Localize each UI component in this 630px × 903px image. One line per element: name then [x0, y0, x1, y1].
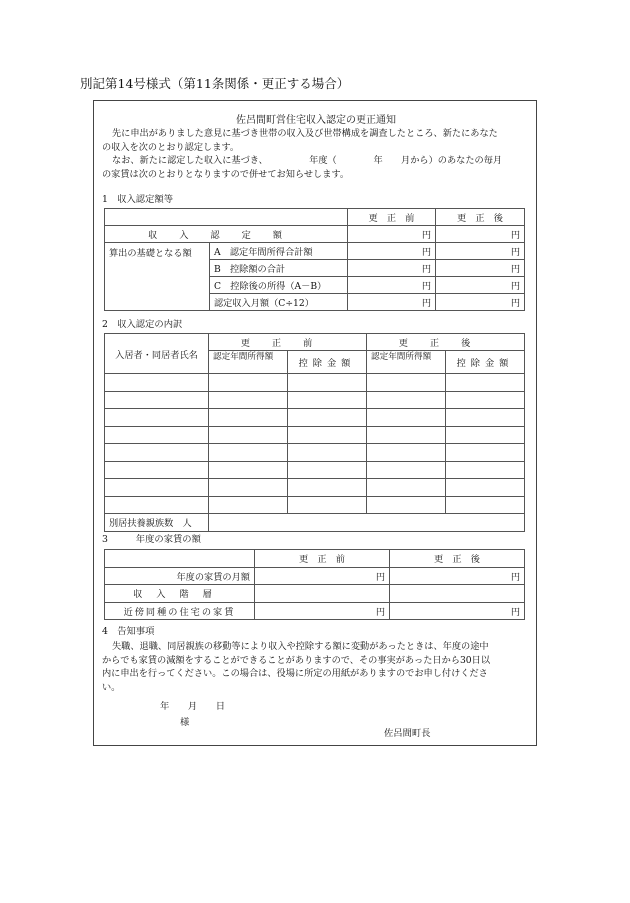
- annual-income-header-after: 認定年間所得額: [367, 351, 446, 374]
- yen-unit: 円: [255, 602, 390, 620]
- section2-heading: 2 収入認定の内訳: [102, 319, 183, 330]
- row-label-a: A 認定年間所得合計額: [210, 243, 348, 260]
- table-row: [105, 409, 525, 427]
- annual-income-header-before: 認定年間所得額: [209, 351, 288, 374]
- dependents-blank: [209, 514, 525, 532]
- table-row: [105, 374, 525, 392]
- table-cell: [209, 409, 288, 427]
- bracket-label: 収入階層: [105, 585, 255, 603]
- table-cell: [288, 391, 367, 409]
- income-label: 収入認定額: [105, 226, 348, 243]
- table-cell: [209, 426, 288, 444]
- yen-unit: 円: [390, 602, 525, 620]
- section4-heading: 4 告知事項: [102, 626, 155, 637]
- table-cell: [367, 496, 446, 514]
- rent-line-1: なお、新たに認定した収入に基づき、 年度（ 年 月から）のあなたの毎月: [112, 155, 503, 167]
- notice-title: 佐呂間町営住宅収入認定の更正通知: [236, 115, 396, 126]
- table-cell: [367, 374, 446, 392]
- table-cell: [446, 374, 525, 392]
- intro-line-1: 先に申出がありました意見に基づき世帯の収入及び世帯構成を調査したところ、新たにあなた: [112, 128, 498, 139]
- table-row: [105, 444, 525, 462]
- table-cell: [105, 374, 209, 392]
- yen-unit: 円: [436, 277, 525, 294]
- table-cell: [288, 444, 367, 462]
- table-row: [105, 391, 525, 409]
- table-cell: [446, 409, 525, 427]
- table-cell: [288, 496, 367, 514]
- table-cell: [446, 444, 525, 462]
- table-cell: [367, 391, 446, 409]
- rent-table: [104, 549, 525, 620]
- table-cell: [367, 461, 446, 479]
- rent-table-blank-header: [105, 550, 255, 568]
- table-cell: [446, 496, 525, 514]
- table-cell: [446, 479, 525, 497]
- row-label-b: B 控除額の合計: [210, 260, 348, 277]
- table-cell: [367, 426, 446, 444]
- table-cell: [446, 391, 525, 409]
- yen-unit: 円: [348, 294, 436, 311]
- table-cell: [209, 374, 288, 392]
- table-cell: [367, 409, 446, 427]
- table-cell: [288, 461, 367, 479]
- yen-unit: 円: [436, 294, 525, 311]
- table-cell: [105, 391, 209, 409]
- notice-line-3: 内に申出を行ってください。この場合は、役場に所定の用紙がありますのでお申し付けくださ: [102, 668, 488, 680]
- table-cell: [105, 479, 209, 497]
- yen-unit: 円: [348, 277, 436, 294]
- basis-label: 算出の基礎となる額: [105, 243, 210, 311]
- rent-line-2: の家賃は次のとおりとなりますので併せてお知らせします。: [102, 168, 350, 180]
- notice-frame: [93, 100, 537, 746]
- deduction-header-after: 控除金額: [446, 351, 525, 374]
- yen-unit: 円: [436, 226, 525, 243]
- intro-line-2: の収入を次のとおり認定します。: [102, 141, 240, 153]
- table-cell: [209, 444, 288, 462]
- income-table-blank-header: [105, 209, 348, 226]
- notice-items-paragraph: [102, 640, 530, 694]
- row-label-monthly: 認定収入月額（C÷12）: [210, 294, 348, 311]
- section1-heading: 1 収入認定額等: [102, 194, 173, 205]
- dependents-label: 別居扶養親族数 人: [105, 514, 209, 532]
- form-number-title: 別記第14号様式（第11条関係・更正する場合）: [80, 76, 350, 91]
- table-cell: [209, 496, 288, 514]
- table-cell: [288, 479, 367, 497]
- yen-unit: 円: [390, 567, 525, 585]
- table-cell: [209, 479, 288, 497]
- yen-unit: 円: [436, 243, 525, 260]
- yen-unit: 円: [436, 260, 525, 277]
- date-line: 年 月 日: [160, 701, 226, 712]
- yen-unit: 円: [348, 226, 436, 243]
- table-cell: [105, 444, 209, 462]
- table-row: [105, 461, 525, 479]
- addressee-suffix: 様: [180, 717, 190, 728]
- name-header: 入居者・同居者氏名: [105, 334, 209, 374]
- table-cell: [446, 426, 525, 444]
- table-cell: [209, 391, 288, 409]
- table-cell: [288, 409, 367, 427]
- rent-col-before: 更 正 前: [255, 550, 390, 568]
- table-row: [105, 496, 525, 514]
- table-cell: [209, 461, 288, 479]
- table-cell: [105, 426, 209, 444]
- income-col-before: 更 正 前: [348, 209, 436, 226]
- rent-col-after: 更 正 後: [390, 550, 525, 568]
- yen-unit: 円: [348, 243, 436, 260]
- yen-unit: 円: [348, 260, 436, 277]
- table-cell: [105, 461, 209, 479]
- table-cell: [288, 374, 367, 392]
- income-col-after: 更 正 後: [436, 209, 525, 226]
- deduction-header-before: 控除金額: [288, 351, 367, 374]
- intro-paragraph: [102, 127, 530, 181]
- issuer-name: 佐呂間町長: [384, 728, 431, 739]
- table-cell: [105, 409, 209, 427]
- bracket-before: [255, 585, 390, 603]
- income-table: [104, 208, 525, 311]
- breakdown-after: 更正後: [367, 334, 525, 351]
- row-label-c: C 控除後の所得（A－B）: [210, 277, 348, 294]
- table-row: [105, 479, 525, 497]
- table-cell: [446, 461, 525, 479]
- breakdown-body: [105, 374, 525, 514]
- rent-monthly-label: 年度の家賃の月額: [105, 567, 255, 585]
- table-cell: [367, 444, 446, 462]
- notice-line-4: い。: [102, 681, 121, 693]
- table-cell: [105, 496, 209, 514]
- table-cell: [367, 479, 446, 497]
- notice-line-1: 失職、退職、同居親族の移動等により収入や控除する額に変動があったときは、年度の途中: [112, 641, 489, 652]
- notice-line-2: からでも家賃の減額をすることができることがありますので、その事実があった日から30日以: [102, 654, 491, 666]
- section3-heading: 3 年度の家賃の額: [102, 534, 201, 545]
- table-cell: [288, 426, 367, 444]
- yen-unit: 円: [255, 567, 390, 585]
- nearby-rent-label: 近傍同種の住宅の家賃: [105, 602, 255, 620]
- table-row: [105, 426, 525, 444]
- breakdown-table: [104, 333, 525, 532]
- bracket-after: [390, 585, 525, 603]
- breakdown-before: 更正前: [209, 334, 367, 351]
